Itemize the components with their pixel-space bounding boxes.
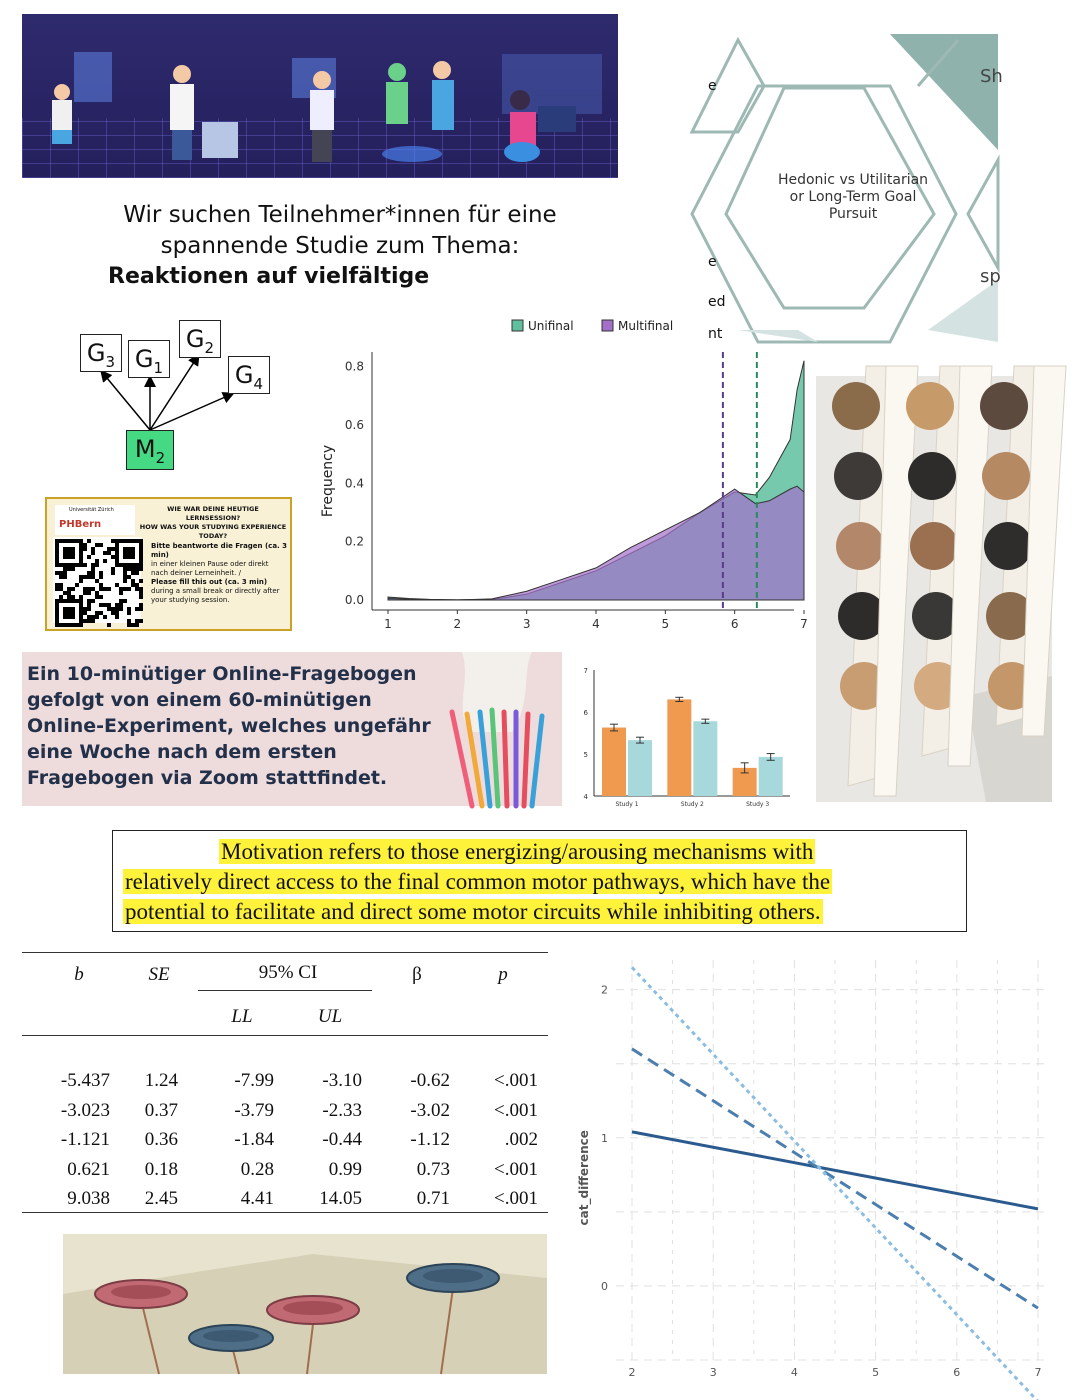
legend-label-multifinal: Multifinal <box>618 319 674 333</box>
table-cell: -1.12 <box>410 1129 450 1150</box>
table-cell: 0.18 <box>144 1158 178 1180</box>
bar <box>693 721 717 796</box>
hexagon-fragment-left-3: ed <box>708 294 726 310</box>
bar <box>602 728 626 796</box>
hexagon-fragment-left-4: nt <box>708 326 723 342</box>
header-b: b <box>74 964 84 985</box>
bar-y-tick-label: 6 <box>583 709 588 717</box>
table-cell: .002 <box>504 1129 538 1150</box>
x-tick-label: 3 <box>522 617 531 631</box>
legend-swatch-unifinal <box>512 320 523 331</box>
x-tick-label: 6 <box>730 617 739 631</box>
x-tick-label: 2 <box>453 617 462 631</box>
table-cell: 2.45 <box>144 1188 178 1209</box>
table-cell: 14.05 <box>319 1188 362 1209</box>
hexagon-center-line-3: Pursuit <box>828 206 878 222</box>
table-cell: -7.99 <box>234 1070 274 1091</box>
table-cell: 0.71 <box>416 1188 450 1209</box>
highlighted-quote <box>112 830 967 932</box>
goal-box-g3: $G_3$ <box>80 334 122 372</box>
bar <box>628 740 652 796</box>
line-x-tick-label: 6 <box>953 1366 961 1379</box>
line-y-axis-label: cat_difference <box>577 1130 591 1226</box>
hexagon-fragment-left-2: e <box>708 254 717 270</box>
bar-y-tick-label: 4 <box>583 793 588 801</box>
x-tick-label: 5 <box>661 617 670 631</box>
online-study-banner <box>22 652 562 806</box>
bar-y-tick-label: 5 <box>583 751 588 759</box>
goal-means-diagram <box>60 316 290 476</box>
goal-box-g1: $G_1$ <box>128 340 170 378</box>
table-cell: <.001 <box>494 1070 538 1091</box>
y-tick-label: 0.6 <box>344 417 364 432</box>
quote-line-2: relatively direct access to the final common motor pathways, which have the <box>125 869 831 894</box>
survey-header: WIE WAR DEINE HEUTIGE LERNSESSION? HOW WAS YOUR STUDYING EXPERIENCE TODAY? <box>139 505 287 540</box>
table-cell: <.001 <box>494 1099 538 1121</box>
survey-body: Bitte beantworte die Fragen (ca. 3 min) in einer kleinen Pause oder direkt nach deiner Lerneinheit. / Please fill this out (ca. 3 min) during a small break or directly after your studying session. <box>151 542 288 604</box>
header-ul: UL <box>317 1006 343 1027</box>
line-x-tick-label: 5 <box>872 1366 880 1379</box>
y-axis-label: Frequency <box>320 444 336 518</box>
legend-swatch-multifinal <box>602 320 613 331</box>
bar <box>667 699 691 796</box>
line-x-tick-label: 7 <box>1034 1366 1042 1379</box>
product-photo <box>816 376 1052 802</box>
table-cell: -0.62 <box>410 1070 450 1091</box>
y-tick-label: 0.0 <box>344 593 364 607</box>
line-y-tick-label: 1 <box>601 1131 608 1145</box>
hexagon-center-line-2: or Long-Term Goal <box>789 189 917 205</box>
means-box-m2: $M_2$ <box>126 430 174 470</box>
header-ll: LL <box>231 1006 253 1027</box>
hexagon-fragment-mid-right: sp <box>980 266 1001 287</box>
quote-line-1: Motivation refers to those energizing/arousing mechanisms with <box>221 839 814 864</box>
header-p: p <box>498 964 508 985</box>
legend-label-unifinal: Unifinal <box>528 319 574 333</box>
bar-x-tick-label: Study 3 <box>746 801 770 808</box>
header-ci: 95% CI <box>258 962 318 983</box>
table-cell: 9.038 <box>67 1188 110 1209</box>
bar-chart <box>572 660 794 812</box>
table-cell: -3.02 <box>410 1099 450 1121</box>
header-beta: β <box>412 964 422 985</box>
table-cell: -0.44 <box>322 1129 362 1150</box>
line-y-tick-label: 2 <box>601 983 608 997</box>
bar-y-tick-label: 7 <box>583 667 588 675</box>
goal-box-g4: $G_4$ <box>228 356 270 394</box>
header-se: SE <box>148 964 170 985</box>
qr-code[interactable] <box>53 537 141 623</box>
y-tick-label: 0.8 <box>344 359 364 374</box>
hexagon-center-line-1: Hedonic vs Utilitarian <box>777 172 929 188</box>
interaction-line-chart <box>572 950 1052 1390</box>
banner-line: Ein 10-minütiger Online-Fragebogen <box>27 663 417 685</box>
table-cell: -1.84 <box>234 1129 274 1150</box>
table-cell: 0.37 <box>144 1099 178 1121</box>
table-cell: -3.10 <box>322 1070 362 1091</box>
banner-line: Online-Experiment, welches ungefähr <box>27 715 431 737</box>
bar-x-tick-label: Study 1 <box>615 801 639 808</box>
table-cell: -2.33 <box>322 1099 362 1121</box>
bar <box>759 757 783 796</box>
table-cell: -1.121 <box>60 1129 110 1150</box>
table-cell: <.001 <box>494 1158 538 1180</box>
table-cell: -3.023 <box>60 1099 110 1121</box>
table-cell: 0.73 <box>416 1158 450 1180</box>
line-x-tick-label: 4 <box>790 1366 798 1379</box>
colored-sticks-illustration <box>412 652 562 806</box>
banner-line: gefolgt von einem 60-minütigen <box>27 689 372 711</box>
banner-line: Fragebogen via Zoom stattfindet. <box>27 767 388 789</box>
quote-line-3: potential to facilitate and direct some motor circuits while inhibiting others. <box>125 899 821 924</box>
recruitment-title: Reaktionen auf vielfältige <box>108 264 430 289</box>
recruitment-line-2: spannende Studie zum Thema: <box>160 233 520 259</box>
survey-card <box>45 497 292 631</box>
series-line-dashed <box>632 1049 1038 1308</box>
banner-line: eine Woche nach dem ersten <box>27 741 337 763</box>
line-y-tick-label: 0 <box>601 1279 608 1293</box>
hexagon-fragment-left-1: e <box>708 78 717 94</box>
survey-logo: Universität Zürich PHBern <box>55 505 135 535</box>
table-cell: 1.24 <box>144 1070 178 1091</box>
hexagon-diagram <box>698 40 1003 342</box>
density-area-multifinal <box>388 486 804 600</box>
regression-table <box>22 952 548 1214</box>
bar-x-tick-label: Study 2 <box>680 801 704 808</box>
y-tick-label: 0.4 <box>344 476 364 491</box>
density-chart <box>316 312 808 634</box>
table-cell: 0.99 <box>328 1158 362 1180</box>
table-cell: <.001 <box>494 1188 538 1209</box>
x-tick-label: 1 <box>384 617 392 631</box>
spinning-plates-illustration <box>63 1234 547 1374</box>
hexagon-fragment-top-right: Sh <box>980 66 1003 87</box>
table-cell: -3.79 <box>234 1099 274 1121</box>
line-x-tick-label: 3 <box>709 1366 717 1379</box>
x-tick-label: 4 <box>592 617 600 631</box>
recruitment-line-1: Wir suchen Teilnehmer*innen für eine <box>123 202 557 228</box>
futuristic-banner-illustration <box>22 14 618 178</box>
line-x-tick-label: 2 <box>628 1366 636 1379</box>
x-tick-label: 7 <box>800 617 808 631</box>
y-tick-label: 0.2 <box>344 534 364 549</box>
table-cell: 0.621 <box>67 1158 110 1180</box>
goal-box-g2: $G_2$ <box>179 320 221 358</box>
table-cell: 0.28 <box>240 1158 274 1180</box>
table-cell: 4.41 <box>240 1188 274 1209</box>
table-cell: 0.36 <box>144 1129 178 1150</box>
table-cell: -5.437 <box>60 1070 110 1091</box>
recruitment-text <box>60 200 620 262</box>
